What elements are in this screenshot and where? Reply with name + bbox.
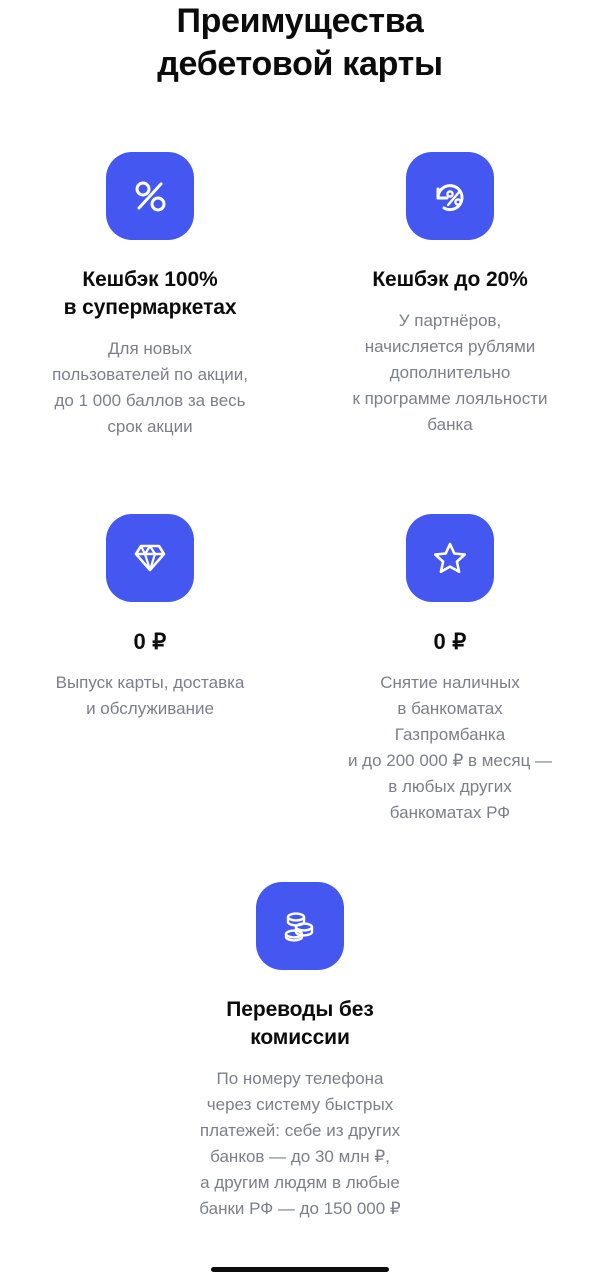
description-line: дополнительно [389, 363, 511, 382]
benefit-card-title [18, 266, 282, 322]
description-line: банкоматах РФ [389, 803, 511, 822]
description-line: Для новых [108, 339, 192, 358]
description-line: в любых других [388, 777, 512, 796]
star-icon [406, 514, 494, 602]
benefit-card-title [318, 628, 582, 656]
benefit-card-title-line-1: 0 ₽ [433, 629, 467, 654]
description-line: пользователей по акции, [52, 365, 248, 384]
benefit-card-title-line-2: в супермаркетах [63, 296, 237, 319]
benefit-card-title-line-1: Кешбэк 100% [82, 268, 218, 291]
benefit-card-free-withdrawal [300, 514, 600, 826]
description-line: срок акции [107, 417, 193, 436]
benefit-card-title-line-1: Кешбэк до 20% [372, 268, 528, 291]
benefit-card-cashback-20 [300, 152, 600, 440]
description-line: а другим людям в любые [200, 1173, 400, 1192]
benefit-card-title [318, 266, 582, 294]
percent-refresh-icon [406, 152, 494, 240]
description-line: начисляется рублями [364, 337, 536, 356]
benefit-card-free-transfers [150, 882, 450, 1222]
benefit-card-title [18, 628, 282, 656]
description-line: Выпуск карты, доставка [55, 673, 245, 692]
description-line: в банкоматах [397, 699, 503, 718]
benefit-card-title [168, 996, 432, 1052]
benefit-card-title-line-1: 0 ₽ [133, 629, 167, 654]
benefit-card-free-card [0, 514, 300, 826]
benefit-card-description [318, 308, 582, 438]
benefit-card-cashback-100 [0, 152, 300, 440]
description-line: до 1 000 баллов за весь [54, 391, 246, 410]
description-line: У партнёров, [398, 311, 502, 330]
description-line: банки РФ — до 150 000 ₽ [199, 1199, 401, 1218]
description-line: к программе лояльности [352, 389, 548, 408]
description-line: Газпромбанка [394, 725, 506, 744]
description-line: платежей: себе из других [199, 1121, 401, 1140]
benefit-card-description [318, 670, 582, 826]
description-line: банка [427, 415, 473, 434]
home-indicator [211, 1267, 389, 1272]
benefit-card-title-line-2: комиссии [250, 1026, 350, 1049]
benefit-card-description [18, 336, 282, 440]
benefit-card-description [18, 670, 282, 722]
description-line: через систему быстрых [206, 1095, 394, 1114]
page-title-line-1: Преимущества [176, 2, 424, 40]
diamond-icon [106, 514, 194, 602]
benefit-card-title-line-1: Переводы без [226, 998, 374, 1021]
coins-icon [256, 882, 344, 970]
benefit-card-description [168, 1066, 432, 1222]
percent-icon [106, 152, 194, 240]
description-line: банков — до 30 млн ₽, [210, 1147, 390, 1166]
description-line: Снятие наличных [380, 673, 520, 692]
page-title-line-2: дебетовой карты [157, 45, 443, 83]
page-title [0, 0, 600, 86]
benefits-grid [0, 152, 600, 1278]
description-line: и обслуживание [86, 699, 214, 718]
description-line: и до 200 000 ₽ в месяц — [347, 751, 553, 770]
description-line: По номеру телефона [216, 1069, 384, 1088]
